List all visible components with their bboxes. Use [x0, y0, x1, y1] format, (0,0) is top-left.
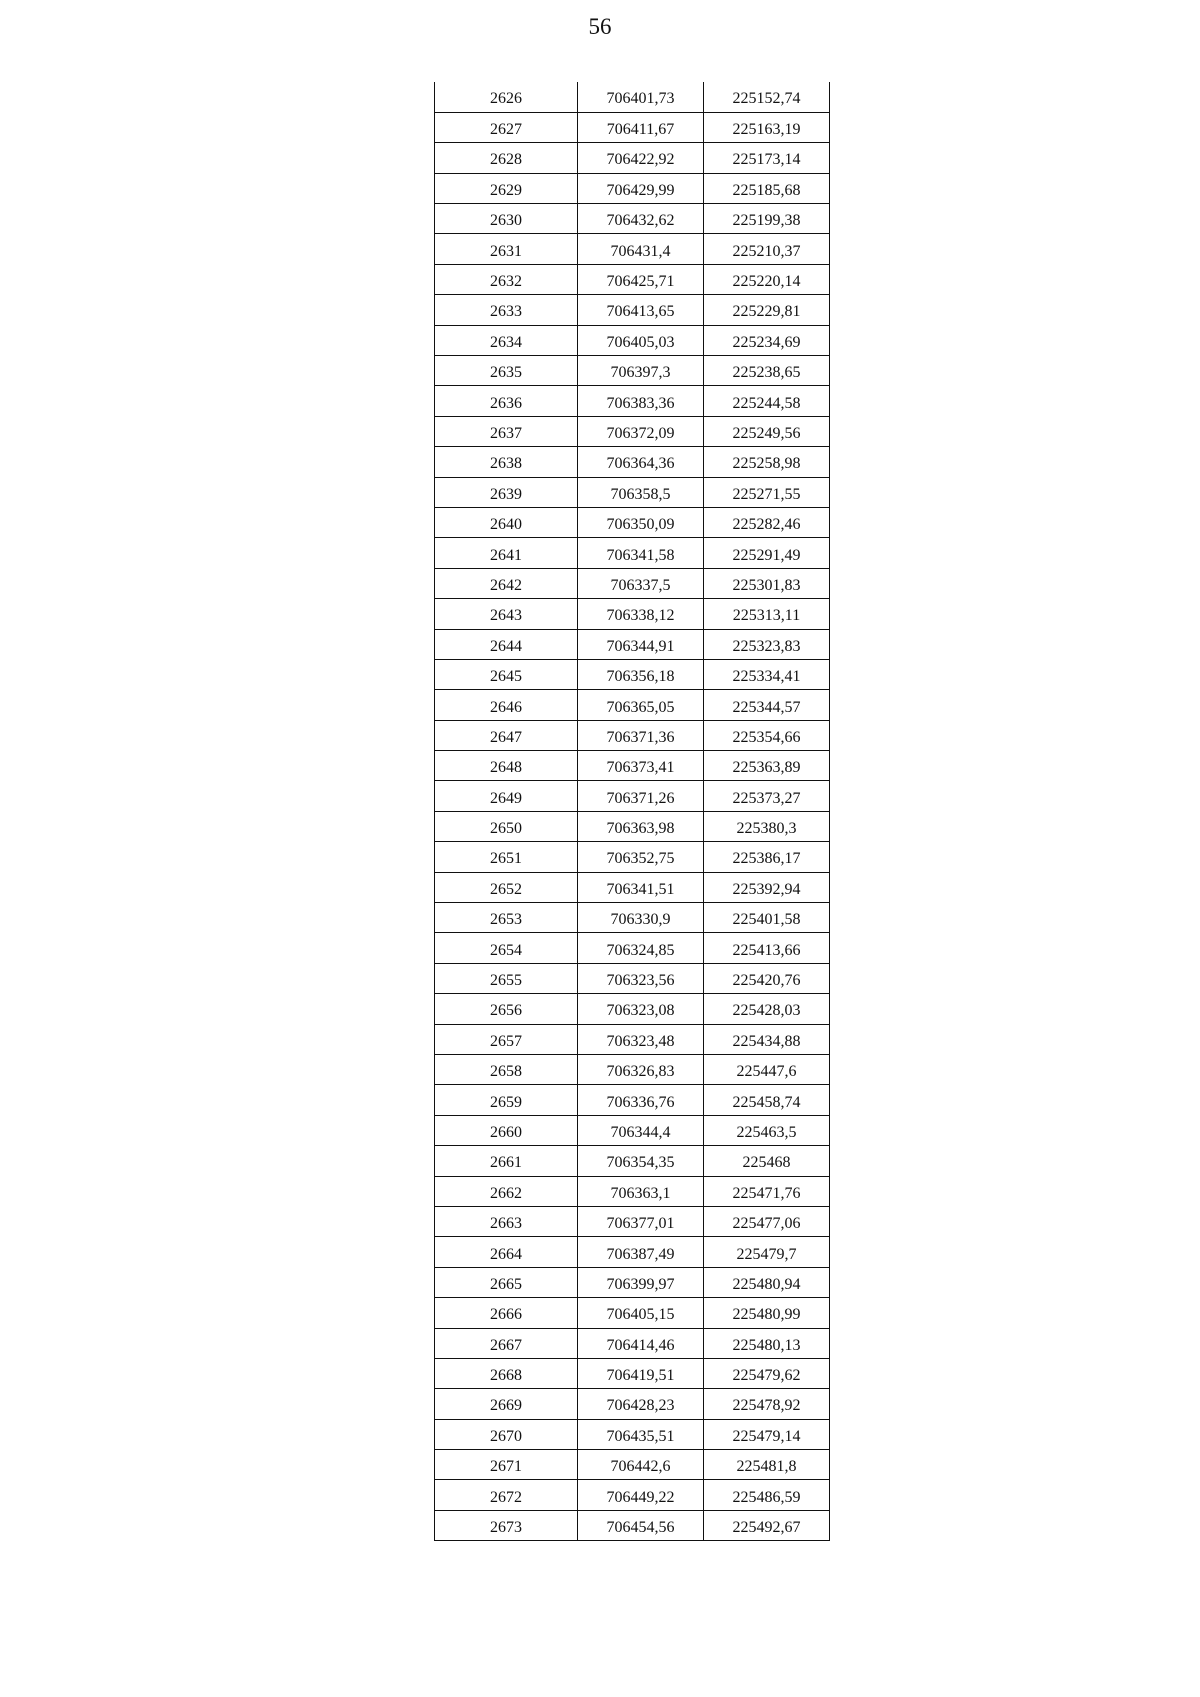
table-row: [435, 204, 830, 234]
x-coordinate-cell: 706363,1: [578, 1176, 704, 1206]
table-row: [435, 1480, 830, 1510]
y-coordinate-cell: 225282,46: [704, 507, 830, 537]
y-coordinate-cell: 225480,94: [704, 1267, 830, 1297]
y-coordinate-cell: 225413,66: [704, 933, 830, 963]
table-row: [435, 629, 830, 659]
point-number-cell: 2663: [435, 1206, 578, 1236]
table-row: [435, 1298, 830, 1328]
x-coordinate-cell: 706337,5: [578, 568, 704, 598]
table-row: [435, 1055, 830, 1085]
point-number-cell: 2651: [435, 842, 578, 872]
table-row: [435, 933, 830, 963]
y-coordinate-cell: 225479,14: [704, 1419, 830, 1449]
table-row: [435, 507, 830, 537]
coordinates-table-body: [435, 82, 830, 1541]
table-row: [435, 1206, 830, 1236]
point-number-cell: 2657: [435, 1024, 578, 1054]
y-coordinate-cell: 225363,89: [704, 751, 830, 781]
point-number-cell: 2659: [435, 1085, 578, 1115]
x-coordinate-cell: 706354,35: [578, 1146, 704, 1176]
y-coordinate-cell: 225163,19: [704, 112, 830, 142]
point-number-cell: 2627: [435, 112, 578, 142]
y-coordinate-cell: 225380,3: [704, 811, 830, 841]
table-row: [435, 659, 830, 689]
x-coordinate-cell: 706428,23: [578, 1389, 704, 1419]
x-coordinate-cell: 706344,91: [578, 629, 704, 659]
point-number-cell: 2638: [435, 447, 578, 477]
point-number-cell: 2626: [435, 82, 578, 112]
x-coordinate-cell: 706405,15: [578, 1298, 704, 1328]
x-coordinate-cell: 706431,4: [578, 234, 704, 264]
point-number-cell: 2631: [435, 234, 578, 264]
table-row: [435, 325, 830, 355]
x-coordinate-cell: 706330,9: [578, 903, 704, 933]
point-number-cell: 2648: [435, 751, 578, 781]
x-coordinate-cell: 706372,09: [578, 416, 704, 446]
y-coordinate-cell: 225152,74: [704, 82, 830, 112]
point-number-cell: 2670: [435, 1419, 578, 1449]
point-number-cell: 2673: [435, 1510, 578, 1540]
x-coordinate-cell: 706326,83: [578, 1055, 704, 1085]
x-coordinate-cell: 706358,5: [578, 477, 704, 507]
table-row: [435, 82, 830, 112]
x-coordinate-cell: 706449,22: [578, 1480, 704, 1510]
x-coordinate-cell: 706435,51: [578, 1419, 704, 1449]
table-row: [435, 811, 830, 841]
point-number-cell: 2640: [435, 507, 578, 537]
x-coordinate-cell: 706373,41: [578, 751, 704, 781]
point-number-cell: 2647: [435, 720, 578, 750]
y-coordinate-cell: 225478,92: [704, 1389, 830, 1419]
point-number-cell: 2672: [435, 1480, 578, 1510]
table-row: [435, 1389, 830, 1419]
point-number-cell: 2666: [435, 1298, 578, 1328]
table-row: [435, 447, 830, 477]
y-coordinate-cell: 225420,76: [704, 963, 830, 993]
x-coordinate-cell: 706365,05: [578, 690, 704, 720]
y-coordinate-cell: 225258,98: [704, 447, 830, 477]
y-coordinate-cell: 225199,38: [704, 204, 830, 234]
table-row: [435, 690, 830, 720]
table-row: [435, 1450, 830, 1480]
y-coordinate-cell: 225463,5: [704, 1115, 830, 1145]
y-coordinate-cell: 225249,56: [704, 416, 830, 446]
point-number-cell: 2653: [435, 903, 578, 933]
point-number-cell: 2634: [435, 325, 578, 355]
y-coordinate-cell: 225434,88: [704, 1024, 830, 1054]
table-row: [435, 842, 830, 872]
y-coordinate-cell: 225185,68: [704, 173, 830, 203]
x-coordinate-cell: 706323,08: [578, 994, 704, 1024]
y-coordinate-cell: 225210,37: [704, 234, 830, 264]
point-number-cell: 2646: [435, 690, 578, 720]
table-row: [435, 963, 830, 993]
point-number-cell: 2665: [435, 1267, 578, 1297]
x-coordinate-cell: 706422,92: [578, 143, 704, 173]
point-number-cell: 2628: [435, 143, 578, 173]
point-number-cell: 2637: [435, 416, 578, 446]
x-coordinate-cell: 706432,62: [578, 204, 704, 234]
x-coordinate-cell: 706352,75: [578, 842, 704, 872]
y-coordinate-cell: 225481,8: [704, 1450, 830, 1480]
table-row: [435, 477, 830, 507]
x-coordinate-cell: 706377,01: [578, 1206, 704, 1236]
point-number-cell: 2641: [435, 538, 578, 568]
x-coordinate-cell: 706371,36: [578, 720, 704, 750]
point-number-cell: 2652: [435, 872, 578, 902]
point-number-cell: 2664: [435, 1237, 578, 1267]
table-row: [435, 234, 830, 264]
x-coordinate-cell: 706454,56: [578, 1510, 704, 1540]
y-coordinate-cell: 225291,49: [704, 538, 830, 568]
point-number-cell: 2662: [435, 1176, 578, 1206]
table-row: [435, 386, 830, 416]
y-coordinate-cell: 225334,41: [704, 659, 830, 689]
point-number-cell: 2650: [435, 811, 578, 841]
table-row: [435, 720, 830, 750]
y-coordinate-cell: 225373,27: [704, 781, 830, 811]
point-number-cell: 2645: [435, 659, 578, 689]
x-coordinate-cell: 706341,58: [578, 538, 704, 568]
table-row: [435, 872, 830, 902]
table-row: [435, 1115, 830, 1145]
y-coordinate-cell: 225173,14: [704, 143, 830, 173]
y-coordinate-cell: 225447,6: [704, 1055, 830, 1085]
y-coordinate-cell: 225392,94: [704, 872, 830, 902]
point-number-cell: 2629: [435, 173, 578, 203]
y-coordinate-cell: 225458,74: [704, 1085, 830, 1115]
y-coordinate-cell: 225244,58: [704, 386, 830, 416]
y-coordinate-cell: 225386,17: [704, 842, 830, 872]
table-row: [435, 112, 830, 142]
y-coordinate-cell: 225492,67: [704, 1510, 830, 1540]
y-coordinate-cell: 225301,83: [704, 568, 830, 598]
point-number-cell: 2658: [435, 1055, 578, 1085]
y-coordinate-cell: 225229,81: [704, 295, 830, 325]
table-row: [435, 751, 830, 781]
x-coordinate-cell: 706414,46: [578, 1328, 704, 1358]
table-row: [435, 1267, 830, 1297]
y-coordinate-cell: 225401,58: [704, 903, 830, 933]
table-row: [435, 295, 830, 325]
x-coordinate-cell: 706429,99: [578, 173, 704, 203]
y-coordinate-cell: 225480,13: [704, 1328, 830, 1358]
table-row: [435, 903, 830, 933]
y-coordinate-cell: 225354,66: [704, 720, 830, 750]
x-coordinate-cell: 706336,76: [578, 1085, 704, 1115]
table-row: [435, 1024, 830, 1054]
x-coordinate-cell: 706425,71: [578, 264, 704, 294]
table-row: [435, 1358, 830, 1388]
table-row: [435, 599, 830, 629]
y-coordinate-cell: 225479,62: [704, 1358, 830, 1388]
point-number-cell: 2668: [435, 1358, 578, 1388]
y-coordinate-cell: 225428,03: [704, 994, 830, 1024]
y-coordinate-cell: 225480,99: [704, 1298, 830, 1328]
y-coordinate-cell: 225238,65: [704, 356, 830, 386]
point-number-cell: 2635: [435, 356, 578, 386]
point-number-cell: 2633: [435, 295, 578, 325]
x-coordinate-cell: 706442,6: [578, 1450, 704, 1480]
table-row: [435, 1419, 830, 1449]
table-row: [435, 356, 830, 386]
point-number-cell: 2636: [435, 386, 578, 416]
table-row: [435, 1510, 830, 1540]
point-number-cell: 2661: [435, 1146, 578, 1176]
point-number-cell: 2644: [435, 629, 578, 659]
point-number-cell: 2660: [435, 1115, 578, 1145]
table-row: [435, 994, 830, 1024]
table-row: [435, 1237, 830, 1267]
x-coordinate-cell: 706387,49: [578, 1237, 704, 1267]
table-row: [435, 416, 830, 446]
x-coordinate-cell: 706401,73: [578, 82, 704, 112]
page-number: 56: [588, 14, 612, 39]
y-coordinate-cell: 225471,76: [704, 1176, 830, 1206]
x-coordinate-cell: 706350,09: [578, 507, 704, 537]
point-number-cell: 2656: [435, 994, 578, 1024]
y-coordinate-cell: 225468: [704, 1146, 830, 1176]
x-coordinate-cell: 706419,51: [578, 1358, 704, 1388]
y-coordinate-cell: 225323,83: [704, 629, 830, 659]
table-row: [435, 781, 830, 811]
point-number-cell: 2642: [435, 568, 578, 598]
x-coordinate-cell: 706323,56: [578, 963, 704, 993]
y-coordinate-cell: 225234,69: [704, 325, 830, 355]
y-coordinate-cell: 225486,59: [704, 1480, 830, 1510]
point-number-cell: 2632: [435, 264, 578, 294]
x-coordinate-cell: 706356,18: [578, 659, 704, 689]
y-coordinate-cell: 225220,14: [704, 264, 830, 294]
y-coordinate-cell: 225477,06: [704, 1206, 830, 1236]
point-number-cell: 2643: [435, 599, 578, 629]
table-row: [435, 143, 830, 173]
point-number-cell: 2649: [435, 781, 578, 811]
table-row: [435, 1146, 830, 1176]
table-row: [435, 568, 830, 598]
x-coordinate-cell: 706338,12: [578, 599, 704, 629]
point-number-cell: 2630: [435, 204, 578, 234]
x-coordinate-cell: 706344,4: [578, 1115, 704, 1145]
point-number-cell: 2654: [435, 933, 578, 963]
point-number-cell: 2655: [435, 963, 578, 993]
table-row: [435, 264, 830, 294]
x-coordinate-cell: 706397,3: [578, 356, 704, 386]
x-coordinate-cell: 706413,65: [578, 295, 704, 325]
point-number-cell: 2639: [435, 477, 578, 507]
x-coordinate-cell: 706411,67: [578, 112, 704, 142]
table-row: [435, 538, 830, 568]
x-coordinate-cell: 706364,36: [578, 447, 704, 477]
x-coordinate-cell: 706371,26: [578, 781, 704, 811]
y-coordinate-cell: 225344,57: [704, 690, 830, 720]
y-coordinate-cell: 225479,7: [704, 1237, 830, 1267]
x-coordinate-cell: 706341,51: [578, 872, 704, 902]
table-row: [435, 1176, 830, 1206]
x-coordinate-cell: 706405,03: [578, 325, 704, 355]
point-number-cell: 2671: [435, 1450, 578, 1480]
x-coordinate-cell: 706383,36: [578, 386, 704, 416]
y-coordinate-cell: 225313,11: [704, 599, 830, 629]
x-coordinate-cell: 706363,98: [578, 811, 704, 841]
table-row: [435, 1085, 830, 1115]
table-row: [435, 1328, 830, 1358]
table-row: [435, 173, 830, 203]
coordinates-table: [434, 82, 830, 1541]
y-coordinate-cell: 225271,55: [704, 477, 830, 507]
x-coordinate-cell: 706323,48: [578, 1024, 704, 1054]
point-number-cell: 2667: [435, 1328, 578, 1358]
x-coordinate-cell: 706324,85: [578, 933, 704, 963]
point-number-cell: 2669: [435, 1389, 578, 1419]
x-coordinate-cell: 706399,97: [578, 1267, 704, 1297]
